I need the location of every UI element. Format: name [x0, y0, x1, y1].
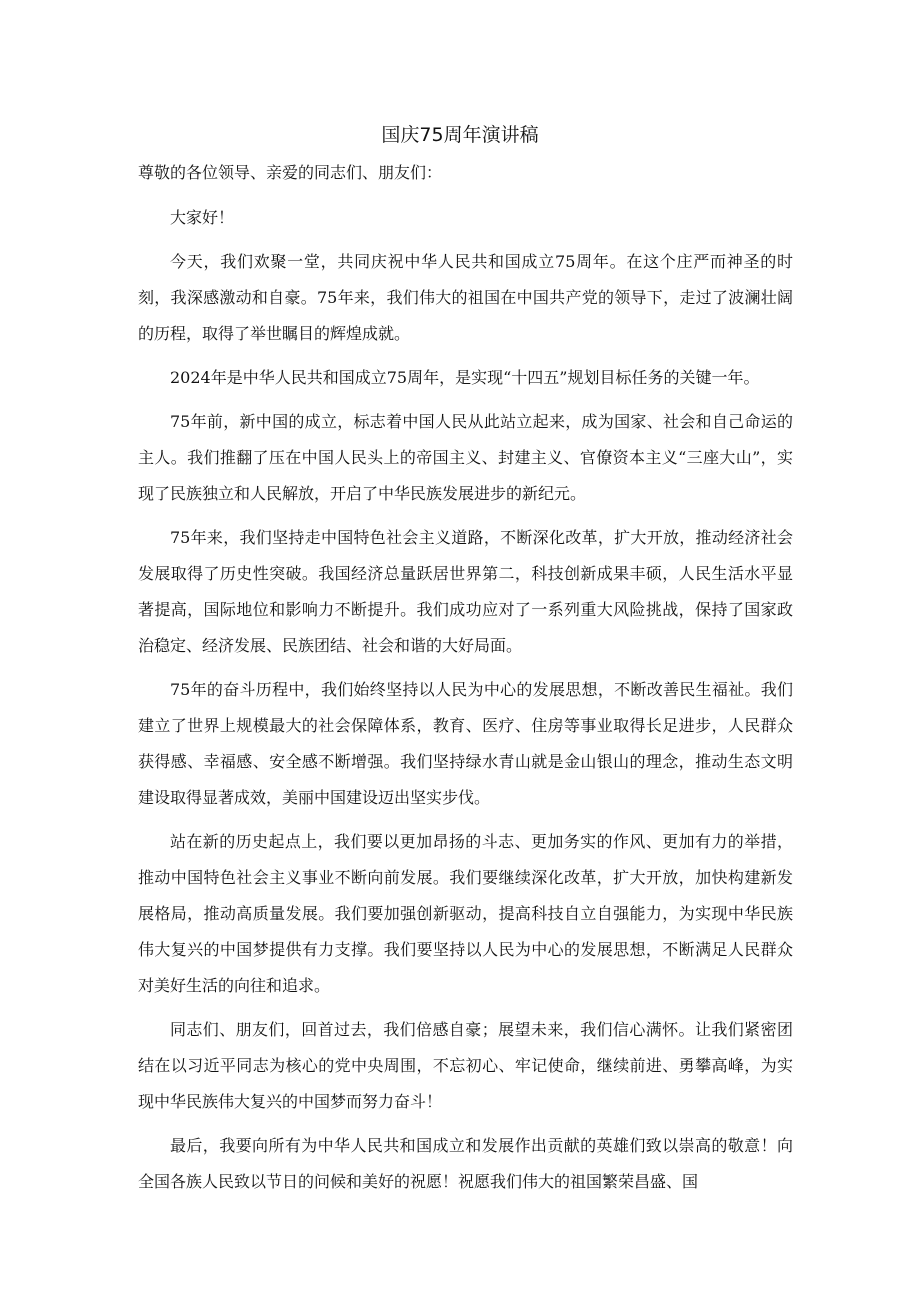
paragraph-greeting: 大家好！ [170, 208, 235, 227]
paragraph-closing: 最后，我要向所有为中华人民共和国成立和发展作出贡献的英雄们致以崇高的敬意！向全国各族人民致以节日的问候和美好的祝愿！祝愿我们伟大的祖国繁荣昌盛、国 [138, 1136, 793, 1191]
document-body [138, 155, 793, 1208]
paragraph-2024: 2024年是中华人民共和国成立75周年，是实现“十四五”规划目标任务的关键一年。 [170, 368, 760, 387]
document-title: 国庆75周年演讲稿 [381, 124, 539, 146]
paragraph-founding: 75年前，新中国的成立，标志着中国人民从此站立起来，成为国家、社会和自己命运的主人。我们推翻了压在中国人民头上的帝国主义、封建主义、官僚资本主义“三座大山”，实现了民族独立和人民解放，开启了中华民族发展进步的新纪元。 [138, 412, 793, 503]
paragraph-call-to-action: 同志们、朋友们，回首过去，我们倍感自豪；展望未来，我们信心满怀。让我们紧密团结在以习近平同志为核心的党中央周围，不忘初心、牢记使命，继续前进、勇攀高峰，为实现中华民族伟大复兴的中国梦而努力奋斗！ [138, 1020, 793, 1111]
salutation: 尊敬的各位领导、亲爱的同志们、朋友们： [138, 163, 443, 182]
paragraph-opening: 今天，我们欢聚一堂，共同庆祝中华人民共和国成立75周年。在这个庄严而神圣的时刻，我深感激动和自豪。75年来，我们伟大的祖国在中国共产党的领导下，走过了波澜壮阔的历程，取得了举世瞩目的辉煌成就。 [138, 252, 793, 343]
paragraph-achievements: 75年来，我们坚持走中国特色社会主义道路，不断深化改革，扩大开放，推动经济社会发展取得了历史性突破。我国经济总量跃居世界第二，科技创新成果丰硕，人民生活水平显著提高，国际地位和影响力不断提升。我们成功应对了一系列重大风险挑战，保持了国家政治稳定、经济发展、民族团结、社会和谐的大好局面。 [138, 528, 793, 655]
paragraph-new-starting-point: 站在新的历史起点上，我们要以更加昂扬的斗志、更加务实的作风、更加有力的举措，推动中国特色社会主义事业不断向前发展。我们要继续深化改革，扩大开放，加快构建新发展格局，推动高质量发展。我们要加强创新驱动，提高科技自立自强能力，为实现中华民族伟大复兴的中国梦提供有力支撑。我们要坚持以人民为中心的发展思想，不断满足人民群众对美好生活的向往和追求。 [138, 832, 793, 995]
paragraph-people-centered: 75年的奋斗历程中，我们始终坚持以人民为中心的发展思想，不断改善民生福祉。我们建立了世界上规模最大的社会保障体系，教育、医疗、住房等事业取得长足进步，人民群众获得感、幸福感、安全感不断增强。我们坚持绿水青山就是金山银山的理念，推动生态文明建设取得显著成效，美丽中国建设迈出坚实步伐。 [138, 680, 793, 807]
